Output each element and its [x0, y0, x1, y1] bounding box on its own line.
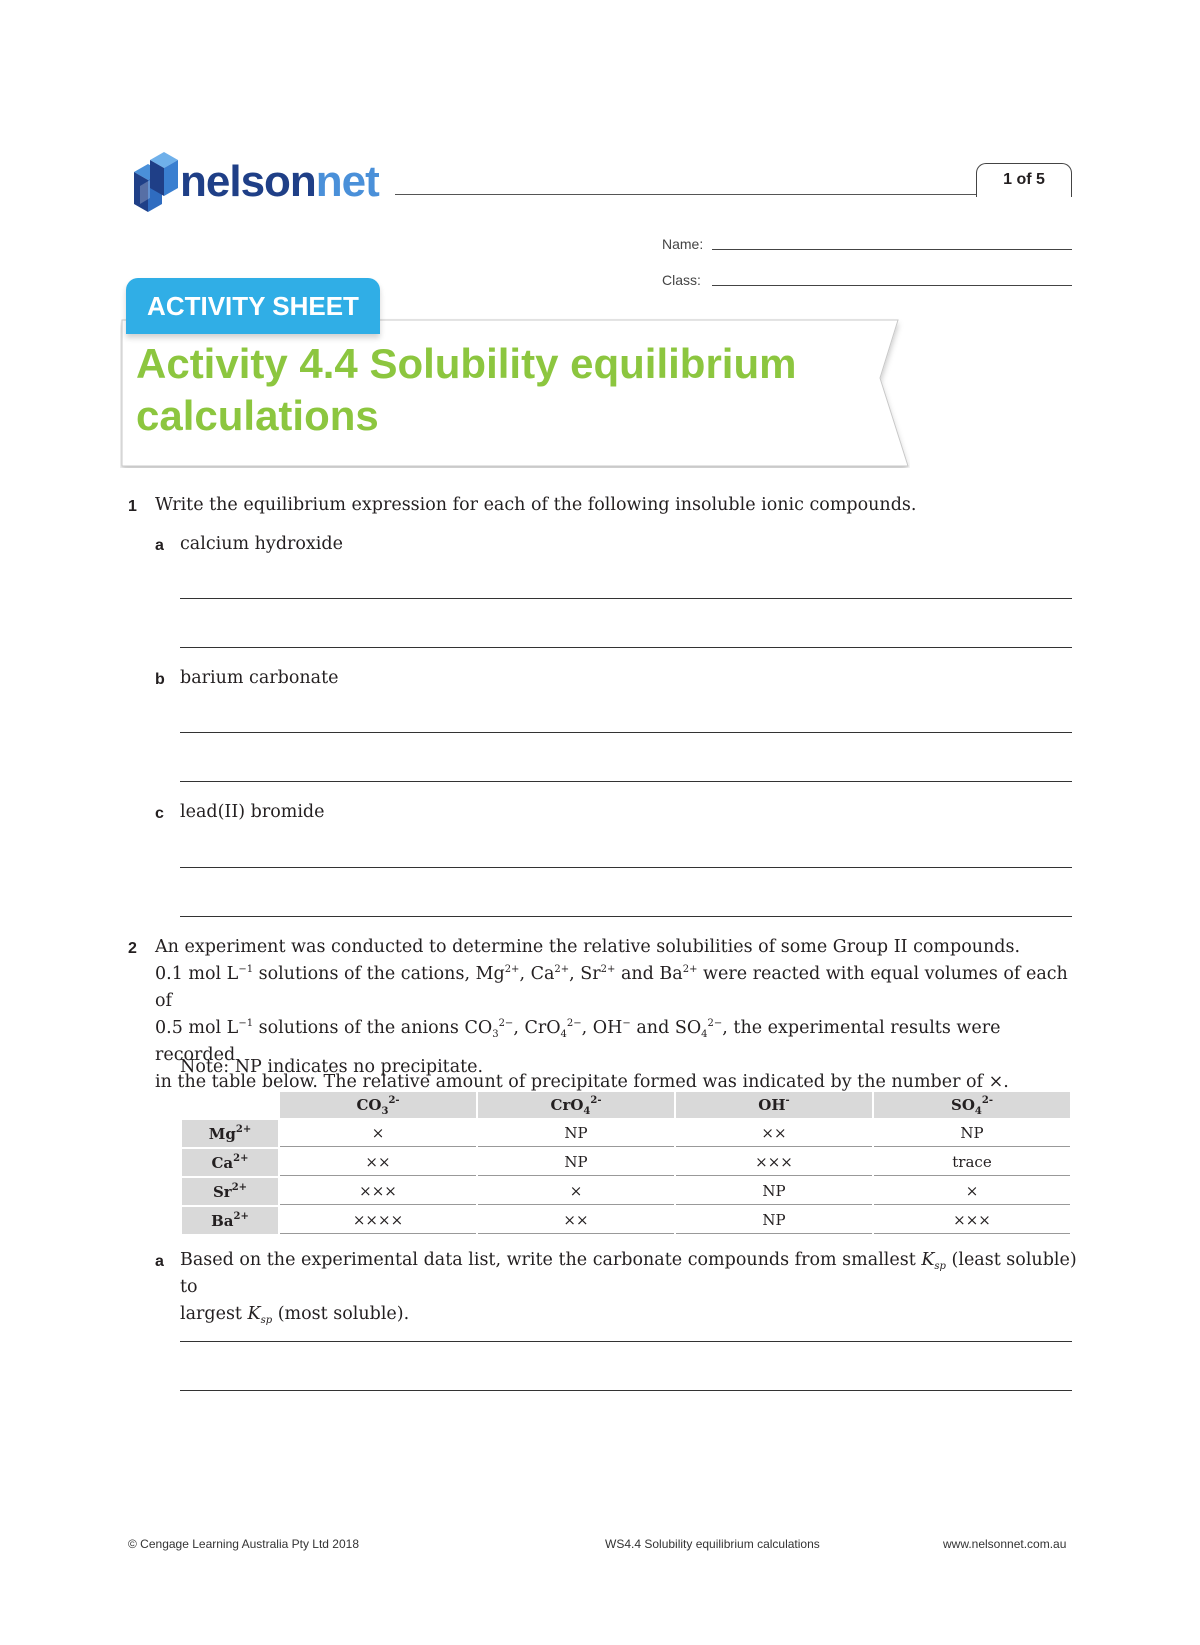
nelsonnet-logo-mark: [126, 152, 186, 222]
table-cell: ××: [676, 1120, 872, 1147]
table-row: [182, 1178, 1070, 1205]
table-col-header: CrO$_4^{2-}$: [478, 1092, 674, 1118]
answer-line[interactable]: [180, 647, 1072, 648]
class-field[interactable]: [712, 285, 1072, 286]
table-cell: ×××: [676, 1149, 872, 1176]
question-2-line-4: in the table below. The relative amount of precipitate formed was indicated by the number of ×.: [155, 1072, 1009, 1092]
precipitate-results-table: [180, 1090, 1072, 1236]
table-cell: NP: [676, 1178, 872, 1205]
table-cell: NP: [676, 1207, 872, 1234]
table-row: [182, 1207, 1070, 1234]
question-1-text: Write the equilibrium expression for each of the following insoluble ionic compounds.: [155, 495, 917, 515]
question-2-line-2: 0.1 mol $L^{-1}$ solutions of the cations, $Mg^{2+}$, $Ca^{2+}$, $Sr^{2+}$ and $Ba^{2+}$ were reacted with equal volumes of each of: [155, 964, 1068, 1011]
table-cell: NP: [478, 1120, 674, 1147]
table-cell: trace: [874, 1149, 1070, 1176]
table-row: [182, 1149, 1070, 1176]
question-2-line-1: An experiment was conducted to determine the relative solubilities of some Group II compounds.: [155, 937, 1021, 957]
question-1c-letter: c: [155, 805, 164, 822]
footer-url[interactable]: www.nelsonnet.com.au: [943, 1537, 1067, 1551]
question-2-line-3: 0.5 mol $L^{-1}$ solutions of the anions $CO_3^{2-}$, CrO$_4^{2-}$, OH− and $SO_4^{2-}$, the experimental results were recorded: [155, 1018, 1001, 1065]
answer-line[interactable]: [180, 916, 1072, 917]
answer-line[interactable]: [180, 781, 1072, 782]
question-1b-letter: b: [155, 671, 165, 688]
table-row-header: $Ca^{2+}$: [182, 1149, 278, 1176]
table-col-header: $SO_4^{2-}$: [874, 1092, 1070, 1118]
table-header-row: [182, 1092, 1070, 1118]
table-row-header: $Mg^{2+}$: [182, 1120, 278, 1147]
table-cell: ×××: [280, 1178, 476, 1205]
question-2a-text: [180, 1247, 1080, 1328]
class-label: Class:: [662, 272, 701, 288]
table-row-header: $Ba^{2+}$: [182, 1207, 278, 1234]
name-field[interactable]: [712, 249, 1072, 250]
title-line-2: calculations: [136, 392, 379, 439]
table-corner: [182, 1092, 278, 1118]
question-1c-text: lead(II) bromide: [180, 802, 325, 822]
question-2a-letter: a: [155, 1253, 164, 1270]
table-cell: ××: [280, 1149, 476, 1176]
answer-line[interactable]: [180, 732, 1072, 733]
question-2a-line-1: Based on the experimental data list, write the carbonate compounds from smallest $K_{sp}$ (least soluble) to: [180, 1250, 1077, 1297]
table-cell: ××: [478, 1207, 674, 1234]
question-1-number: 1: [128, 498, 137, 515]
answer-line[interactable]: [180, 1341, 1072, 1342]
table-cell: NP: [478, 1149, 674, 1176]
question-1b-text: barium carbonate: [180, 668, 339, 688]
name-label: Name:: [662, 236, 704, 252]
question-2-number: 2: [128, 940, 137, 957]
table-cell: ××××: [280, 1207, 476, 1234]
footer-doc-title: WS4.4 Solubility equilibrium calculations: [605, 1537, 820, 1551]
title-line-1: Activity 4.4 Solubility equilibrium: [136, 340, 797, 387]
table-cell: ×: [874, 1178, 1070, 1205]
table-cell: ×××: [874, 1207, 1070, 1234]
table-cell: NP: [874, 1120, 1070, 1147]
header-rule: [395, 194, 977, 195]
question-1a-text: calcium hydroxide: [180, 534, 343, 554]
question-1a-letter: a: [155, 537, 164, 554]
table-col-header: $CO_3^{2-}$: [280, 1092, 476, 1118]
page-indicator: 1 of 5: [976, 163, 1072, 197]
page-title: [136, 338, 896, 442]
answer-line[interactable]: [180, 598, 1072, 599]
activity-sheet-tab: ACTIVITY SHEET: [126, 278, 380, 334]
table-row-header: $Sr^{2+}$: [182, 1178, 278, 1205]
footer-copyright: © Cengage Learning Australia Pty Ltd 2018: [128, 1537, 359, 1551]
answer-line[interactable]: [180, 1390, 1072, 1391]
table-cell: ×: [478, 1178, 674, 1205]
table-row: [182, 1120, 1070, 1147]
answer-line[interactable]: [180, 867, 1072, 868]
table-col-header: OH-: [676, 1092, 872, 1118]
nelsonnet-logo-text: nelsonnet: [180, 157, 379, 206]
question-2a-line-2: largest $K_{sp}$ (most soluble).: [180, 1304, 410, 1326]
question-2-note: Note: NP indicates no precipitate.: [180, 1057, 484, 1077]
table-cell: ×: [280, 1120, 476, 1147]
